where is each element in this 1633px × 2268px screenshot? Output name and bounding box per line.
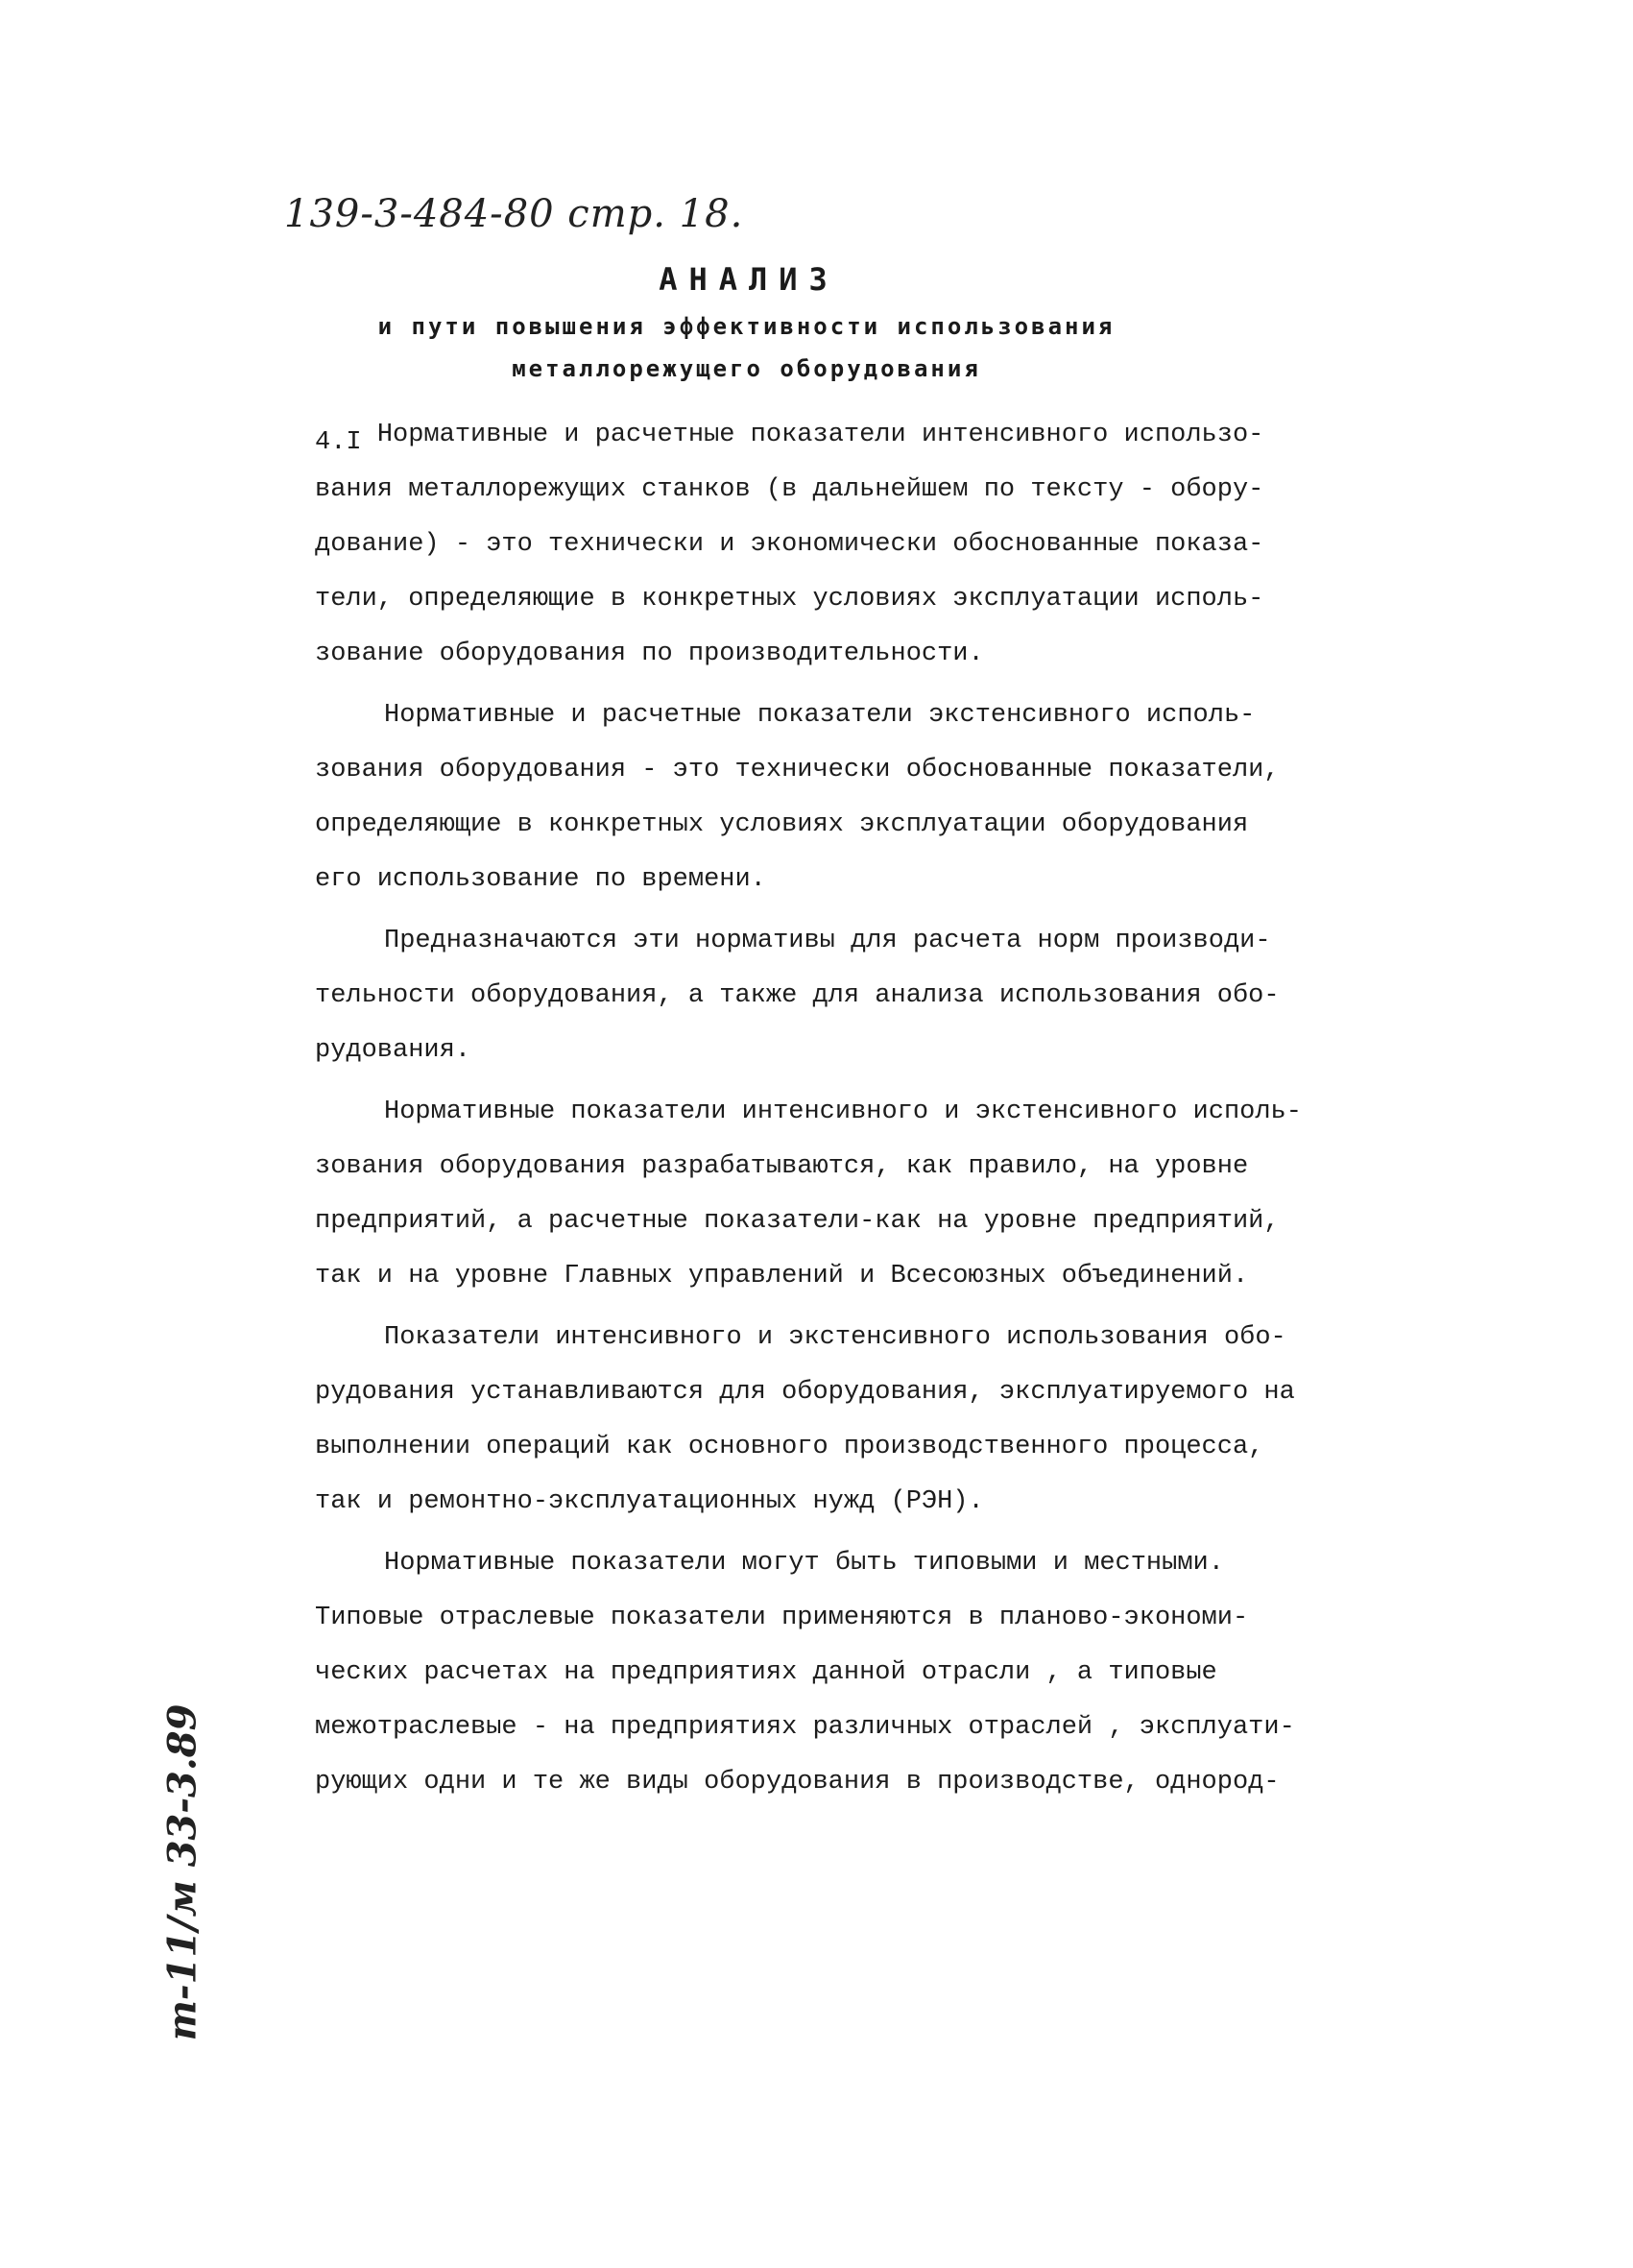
paragraph-text: Нормативные и расчетные показатели интенсивного использо- вания металлорежущих станков (в дальнейшем по тексту - обору- дование) - это технически и экономически обоснованные показа- тели, определяющие в конкретных условиях эксплуатации исполь- зование оборудования по производительности.: [315, 421, 1264, 668]
margin-stamp: [144, 1703, 221, 2041]
paragraph: Нормативные показатели могут быть типовыми и местными. Типовые отраслевые показатели применяются в планово-экономи- ческих расчетах на предприятиях данной отрасли , а типовые межотраслевые - на предприятиях различных отраслей , эксплуати- рующих одни и те же виды оборудования в производстве, однород-: [315, 1549, 1295, 1797]
section-subtitle-line2: металлорежущего оборудования: [512, 355, 981, 382]
paragraph: Нормативные показатели интенсивного и экстенсивного исполь- зования оборудования разрабатываются, как правило, на уровне предприятий, а расчетные показатели-как на уровне предприятий, так и на уровне Главных управлений и Всесоюзных объединений.: [315, 1098, 1302, 1291]
document-code: 139-3-484-80 стр. 18.: [284, 192, 744, 236]
body-text: [315, 408, 1390, 1817]
section-number: 4.I: [315, 428, 362, 457]
paragraph: Нормативные и расчетные показатели экстенсивного исполь- зования оборудования - это технически обоснованные показатели, определяющие в конкретных условиях эксплуатации оборудования его использование по времени.: [315, 701, 1280, 894]
section-subtitle-line1: и пути повышения эффективности использования: [377, 313, 1116, 340]
paragraph: Показатели интенсивного и экстенсивного использования обо- рудования устанавливаются для оборудования, эксплуатируемого на выполнении операций как основного производственного процесса, так и ремонтно-эксплуатационных нужд (РЭН).: [315, 1323, 1295, 1516]
paragraph: Предназначаются эти нормативы для расчета норм производи- тельности оборудования, а также для анализа использования обо- рудования.: [315, 927, 1280, 1065]
section-heading: АНАЛИЗ: [659, 261, 839, 298]
margin-stamp-text: т-11/м 33-3.89: [159, 1703, 205, 2041]
paragraph-4-1: [315, 408, 1390, 682]
